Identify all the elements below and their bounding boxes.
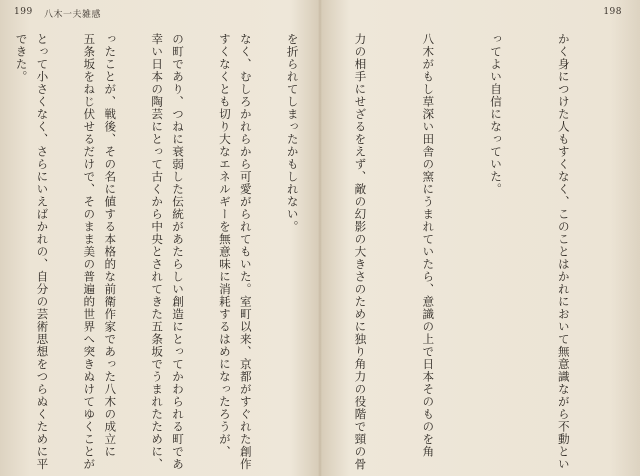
text-line: とって小さくなく、さらにいえばかれの、自分の芸術思想をつらぬくために平 xyxy=(35,33,50,471)
text-line: 力の相手にせざるをえず、敵の幻影の大きさのために独り角力の役階で頸の骨 xyxy=(353,33,368,471)
running-title: 八木一夫雑感 xyxy=(44,10,102,20)
text-line: を折られてしまったかもしれない。 xyxy=(285,33,300,233)
text-line: ったことが、戦後、その名に値する本格的な前衛作家であった八木の成立に xyxy=(103,33,118,458)
text-line: なく、むしろかれらから可愛がられてもいた。室町以来、京都がすぐれた創作 xyxy=(238,33,253,471)
text-line: の町であり、つねに衰弱した伝統があたらしい創造にとってかわられる町であ xyxy=(171,33,186,471)
text-line: できた。 xyxy=(14,33,29,83)
text-line: ってよい自信になっていた。 xyxy=(489,33,504,196)
page-number-left: 199 xyxy=(14,7,33,17)
text-line: 八木がもし草深い田舎の窯にうまれていたら、意識の上で日本そのものを角 xyxy=(421,33,436,458)
text-line: 幸い日本の陶芸にとって古くから中央とされてきた五条坂でうまれたために、 xyxy=(150,33,165,471)
text-line: かく身につけた人もすくなく、このことはかれにおいて無意識ながら不動とい xyxy=(556,33,571,471)
text-line: 五条坂をねじ伏せるだけで、そのまま美の普遍的世界へ突きぬけてゆくことが xyxy=(82,33,97,471)
text-line: すくなくとも切り大なエネルギーを無意味に消耗するはめになったろうが、 xyxy=(217,33,232,458)
page-number-right: 198 xyxy=(603,7,622,17)
